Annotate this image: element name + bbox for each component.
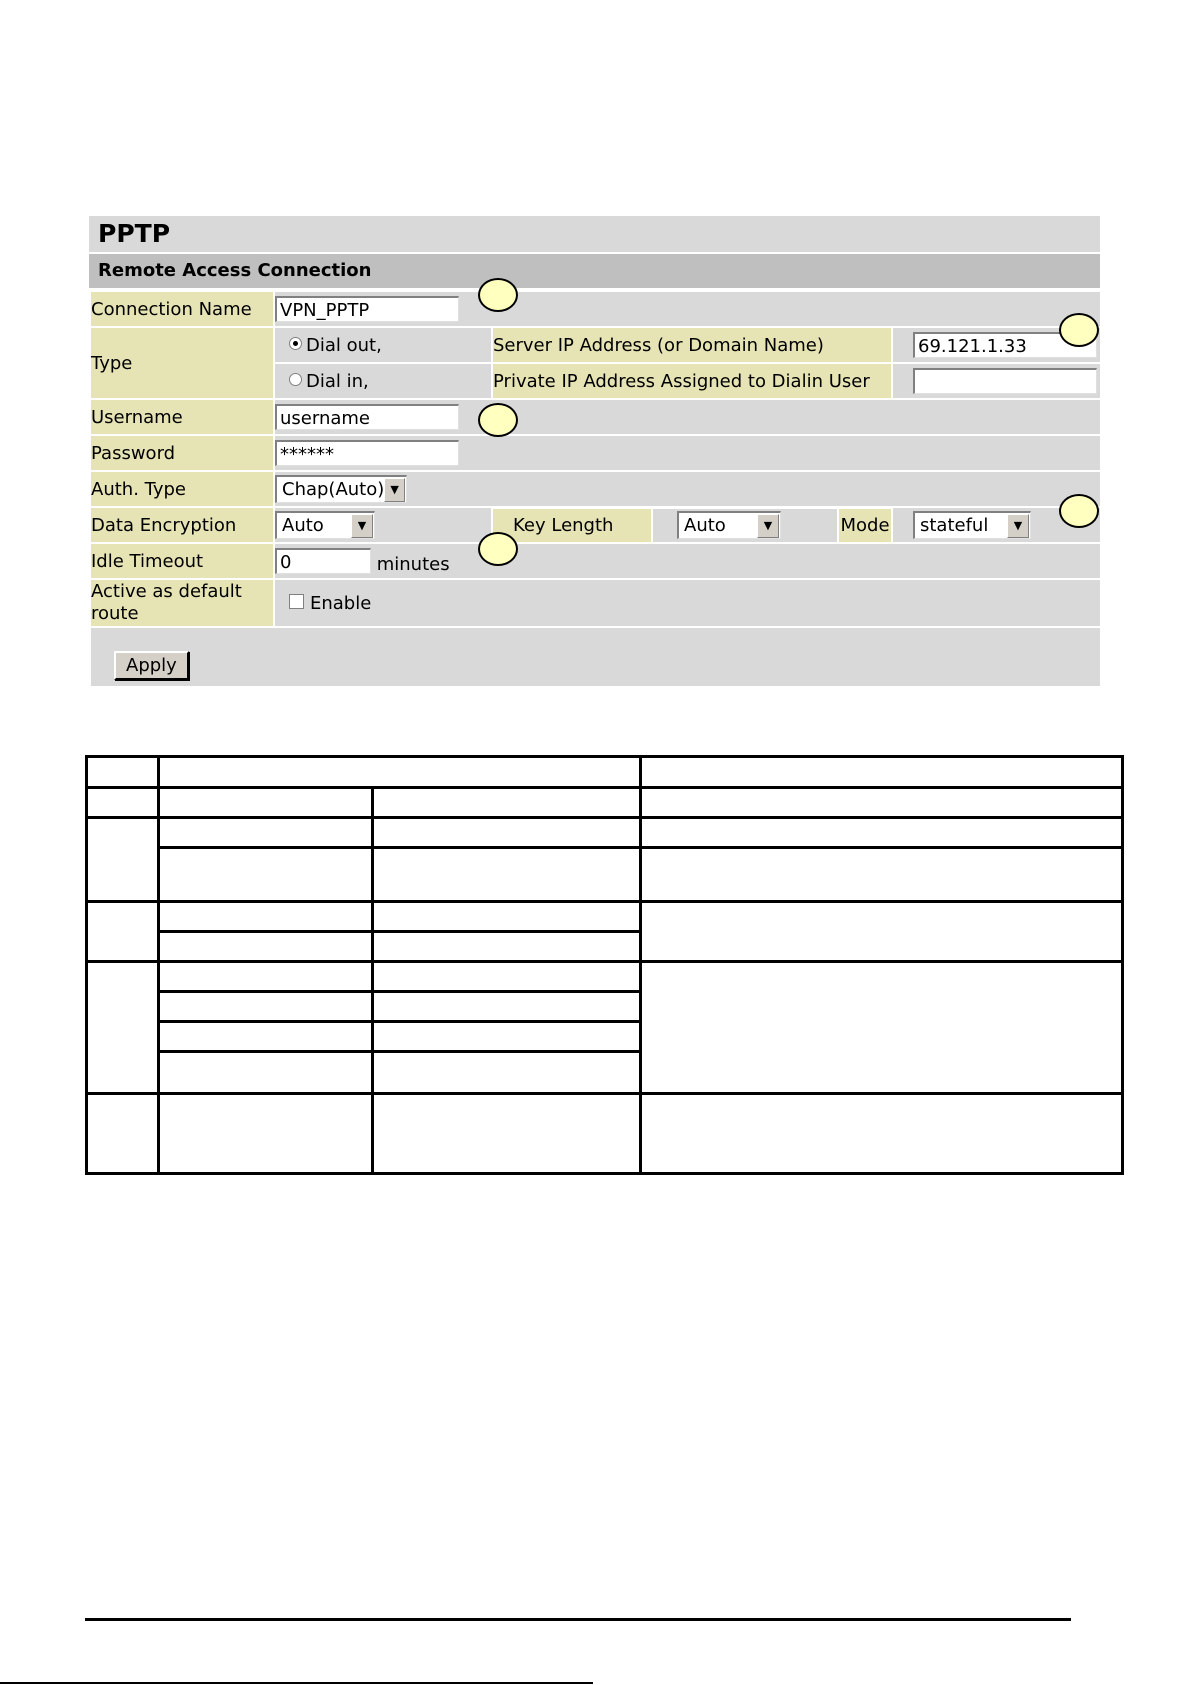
table-cell [158,902,372,932]
table-cell [158,848,372,902]
pptp-panel [89,216,1100,688]
private-ip-input[interactable] [913,368,1097,394]
table-cell [373,962,641,992]
table-cell [158,1094,372,1174]
data-encryption-select[interactable] [275,511,375,539]
default-route-label: Active as default route [90,579,274,627]
callout-marker [1059,313,1099,347]
key-length-label: Key Length [493,509,651,542]
server-ip-label: Server IP Address (or Domain Name) [492,327,892,363]
chevron-down-icon[interactable]: ▼ [757,514,779,538]
mode-value: stateful [920,515,989,536]
idle-timeout-input[interactable]: 0 [275,548,371,574]
callout-marker [1059,494,1099,528]
table-cell [373,848,641,902]
password-label: Password [90,435,274,471]
table-cell [641,962,1123,1094]
table-cell [641,788,1123,818]
reference-table [85,755,1124,1175]
connection-name-input[interactable]: VPN_PPTP [275,296,459,322]
table-cell [373,788,641,818]
server-ip-input[interactable]: 69.121.1.33 [913,332,1097,358]
table-cell [373,1022,641,1052]
idle-timeout-unit: minutes [376,554,450,575]
table-cell [87,902,159,962]
mode-label: Mode [839,509,891,542]
table-cell [158,992,372,1022]
table-cell [87,818,159,902]
table-cell [373,902,641,932]
table-cell [641,902,1123,962]
table-cell [158,1052,372,1094]
enable-label: Enable [310,592,372,614]
divider [85,1618,1071,1621]
table-cell [158,962,372,992]
password-input[interactable]: ****** [275,440,459,466]
key-length-value: Auto [684,515,726,536]
username-input[interactable]: username [275,404,459,430]
table-cell [158,932,372,962]
private-ip-label: Private IP Address Assigned to Dialin User [492,363,892,399]
auth-type-value: Chap(Auto) [282,479,385,500]
callout-marker [478,278,518,312]
dial-out-radio[interactable] [289,337,302,350]
mode-select[interactable] [913,511,1031,539]
data-encryption-value: Auto [282,515,324,536]
table-cell [373,1052,641,1094]
table-cell [373,932,641,962]
table-cell [158,788,372,818]
key-length-select[interactable] [677,511,781,539]
callout-marker [478,403,518,437]
table-cell [373,992,641,1022]
callout-marker [478,532,518,566]
connection-name-label: Connection Name [90,291,274,327]
dial-out-label: Dial out, [306,334,382,356]
auth-type-select[interactable] [275,475,407,503]
dial-out-option[interactable] [274,327,492,363]
table-cell [87,962,159,1094]
table-cell [87,757,159,788]
idle-timeout-label: Idle Timeout [90,543,274,579]
table-cell [641,848,1123,902]
dial-in-label: Dial in, [306,370,369,392]
divider [0,1682,593,1684]
section-title: Remote Access Connection [89,254,1100,290]
table-cell [641,757,1123,788]
table-cell [158,1022,372,1052]
chevron-down-icon[interactable]: ▼ [351,514,373,538]
table-cell [87,1094,159,1174]
dial-in-radio[interactable] [289,373,302,386]
dial-in-option[interactable] [274,363,492,399]
enable-checkbox[interactable] [289,594,304,609]
table-cell [641,1094,1123,1174]
data-encryption-label: Data Encryption [90,507,274,543]
page-title: PPTP [89,216,1100,254]
table-cell [158,757,641,788]
chevron-down-icon[interactable]: ▼ [384,478,405,502]
type-label: Type [90,327,274,399]
table-cell [373,1094,641,1174]
table-cell [158,818,372,848]
table-cell [373,818,641,848]
table-cell [641,818,1123,848]
default-route-option[interactable] [274,579,1101,627]
table-cell [87,788,159,818]
apply-button[interactable]: Apply [114,651,189,680]
auth-type-label: Auth. Type [90,471,274,507]
pptp-form [89,290,1102,688]
chevron-down-icon[interactable]: ▼ [1007,514,1029,538]
username-label: Username [90,399,274,435]
